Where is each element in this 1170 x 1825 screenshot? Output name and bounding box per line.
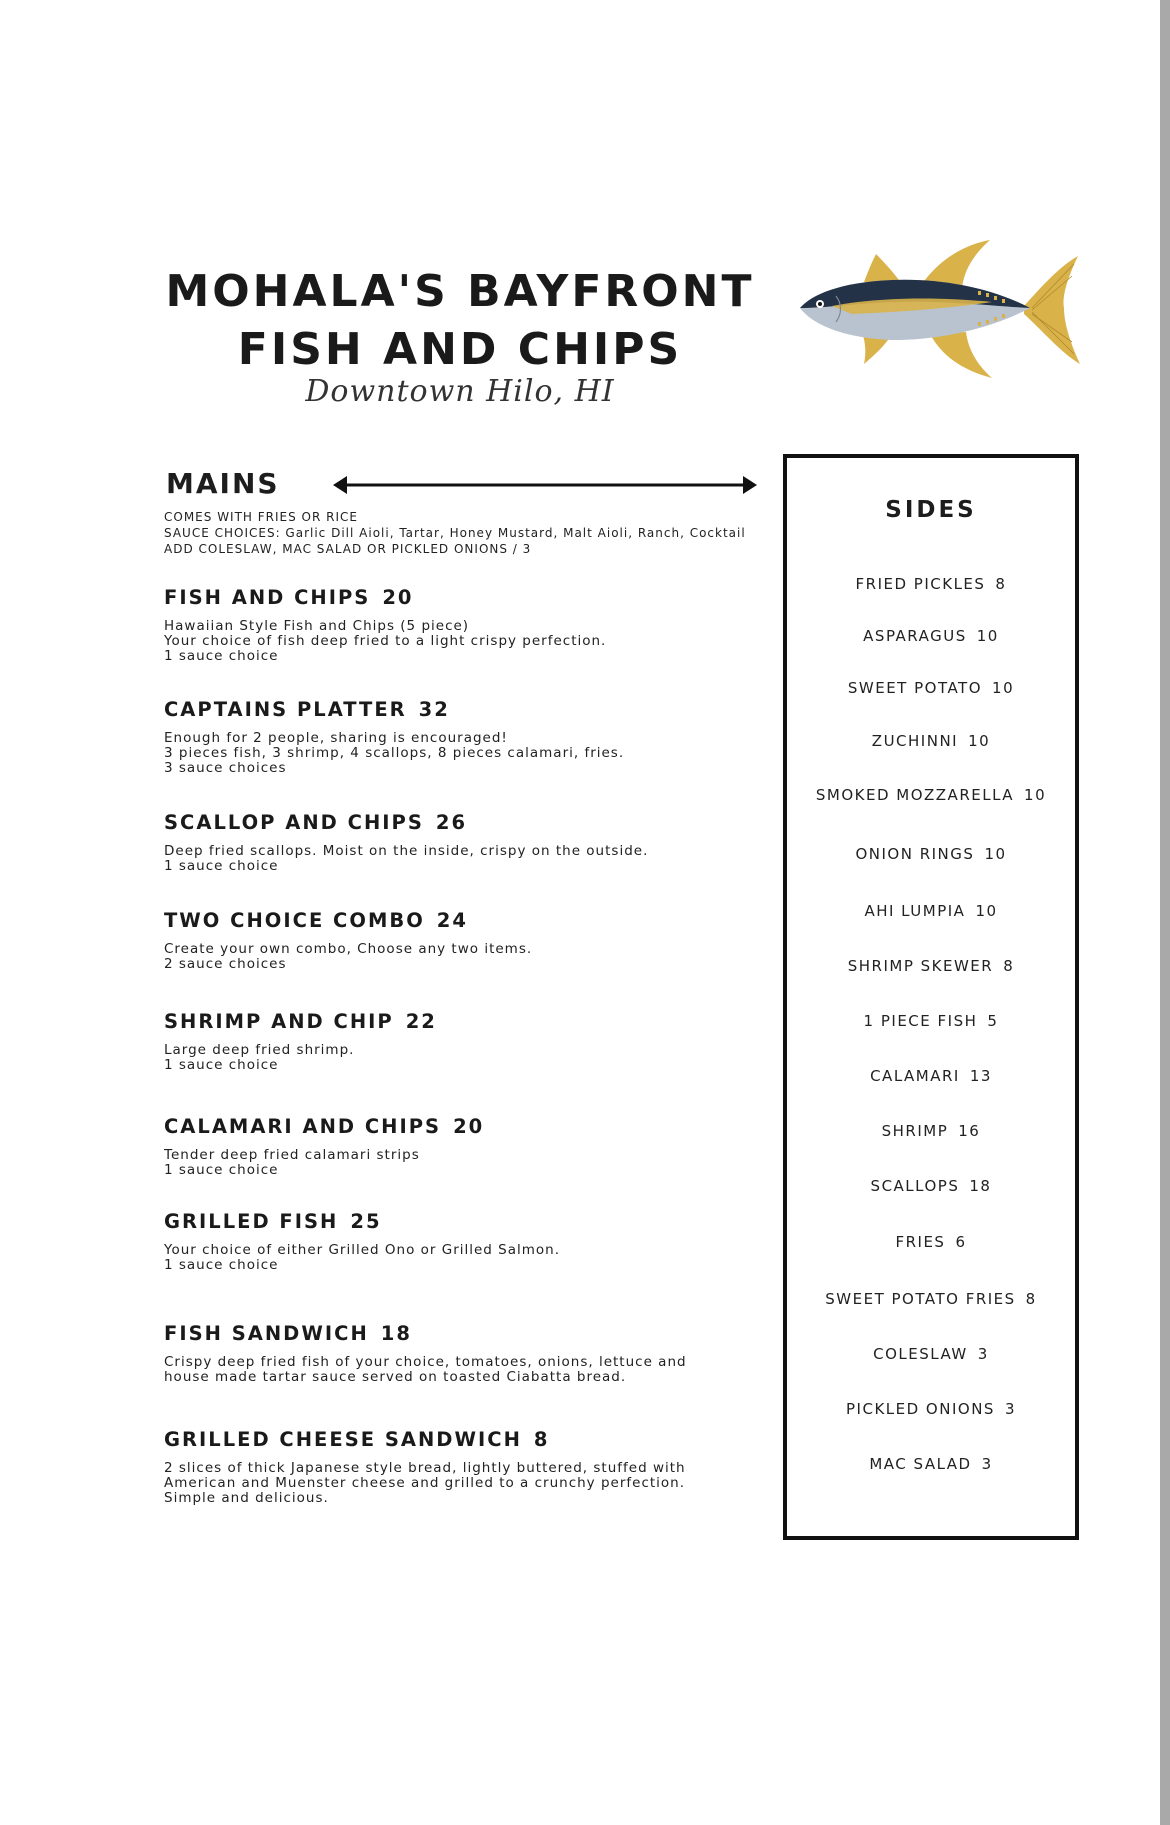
menu-item-grilled-fish xyxy=(164,1210,764,1273)
side-name: FRIES xyxy=(895,1233,946,1251)
item-title xyxy=(164,1115,764,1138)
side-item xyxy=(783,627,1079,645)
side-name: SHRIMP xyxy=(881,1122,949,1140)
side-name: SWEET POTATO xyxy=(847,679,983,697)
side-item xyxy=(783,786,1079,804)
item-desc-line: 3 sauce choices xyxy=(164,760,287,776)
menu-item-scallop-and-chips xyxy=(164,811,764,874)
item-name: FISH AND CHIPS xyxy=(164,586,371,609)
sides-heading: SIDES xyxy=(885,497,977,523)
location-subtitle: Downtown Hilo, HI xyxy=(305,374,615,409)
menu-item-captains-platter xyxy=(164,698,764,776)
side-price: 3 xyxy=(981,1455,993,1473)
note-line: SAUCE CHOICES: Garlic Dill Aioli, Tartar, Honey Mustard, Malt Aioli, Ranch, Cocktail xyxy=(164,526,746,540)
side-price: 10 xyxy=(984,845,1007,863)
side-name: CALAMARI xyxy=(870,1067,960,1085)
side-item xyxy=(783,1012,1079,1030)
item-desc-line: Tender deep fried calamari strips xyxy=(164,1147,420,1163)
mains-notes xyxy=(164,509,764,557)
menu-item-calamari-and-chips xyxy=(164,1115,764,1178)
mains-heading: MAINS xyxy=(166,467,280,500)
item-name: CALAMARI AND CHIPS xyxy=(164,1115,442,1138)
side-item xyxy=(783,1455,1079,1473)
side-item xyxy=(783,902,1079,920)
note-line: ADD COLESLAW, MAC SALAD OR PICKLED ONIONS / 3 xyxy=(164,542,532,556)
item-title xyxy=(164,811,764,834)
item-desc-line: 2 sauce choices xyxy=(164,956,287,972)
item-title xyxy=(164,909,764,932)
side-item xyxy=(783,679,1079,697)
item-name: FISH SANDWICH xyxy=(164,1322,369,1345)
side-price: 8 xyxy=(1003,957,1015,975)
side-name: ONION RINGS xyxy=(855,845,975,863)
side-item xyxy=(783,845,1079,863)
item-name: CAPTAINS PLATTER xyxy=(164,698,407,721)
item-title xyxy=(164,1010,764,1033)
item-desc-line: Deep fried scallops. Moist on the inside, crispy on the outside. xyxy=(164,843,649,859)
item-desc-line: Large deep fried shrimp. xyxy=(164,1042,355,1058)
item-desc-line: 1 sauce choice xyxy=(164,648,279,664)
menu-item-grilled-cheese-sandwich xyxy=(164,1428,764,1506)
item-price: 18 xyxy=(380,1322,412,1345)
sides-box xyxy=(783,454,1079,1540)
item-desc-line: Crispy deep fried fish of your choice, tomatoes, onions, lettuce and xyxy=(164,1354,687,1370)
item-price: 20 xyxy=(453,1115,485,1138)
item-title xyxy=(164,698,764,721)
item-title xyxy=(164,586,764,609)
side-item xyxy=(783,732,1079,750)
side-name: SHRIMP SKEWER xyxy=(847,957,994,975)
item-price: 8 xyxy=(533,1428,550,1451)
menu-item-shrimp-and-chip xyxy=(164,1010,764,1073)
side-price: 6 xyxy=(955,1233,967,1251)
menu-item-fish-sandwich xyxy=(164,1322,764,1385)
side-price: 3 xyxy=(1004,1400,1016,1418)
menu-item-two-choice-combo xyxy=(164,909,764,972)
side-item xyxy=(783,1290,1079,1308)
side-price: 10 xyxy=(1024,786,1047,804)
side-price: 3 xyxy=(977,1345,989,1363)
menu-item-fish-and-chips xyxy=(164,586,764,664)
item-price: 24 xyxy=(436,909,468,932)
side-item xyxy=(783,1067,1079,1085)
side-price: 10 xyxy=(976,627,999,645)
item-desc-line: 1 sauce choice xyxy=(164,1057,279,1073)
side-item xyxy=(783,957,1079,975)
side-price: 8 xyxy=(995,575,1007,593)
side-price: 10 xyxy=(968,732,991,750)
side-name: SWEET POTATO FRIES xyxy=(825,1290,1016,1308)
side-item xyxy=(783,1122,1079,1140)
item-desc-line: 2 slices of thick Japanese style bread, lightly buttered, stuffed with xyxy=(164,1460,686,1476)
item-name: SCALLOP AND CHIPS xyxy=(164,811,424,834)
side-price: 5 xyxy=(987,1012,999,1030)
side-item xyxy=(783,1177,1079,1195)
item-name: GRILLED CHEESE SANDWICH xyxy=(164,1428,522,1451)
item-price: 20 xyxy=(382,586,414,609)
side-name: COLESLAW xyxy=(873,1345,968,1363)
item-desc-line: Create your own combo, Choose any two items. xyxy=(164,941,533,957)
side-price: 18 xyxy=(969,1177,992,1195)
item-title xyxy=(164,1322,764,1345)
side-name: MAC SALAD xyxy=(869,1455,972,1473)
item-desc-line: Hawaiian Style Fish and Chips (5 piece) xyxy=(164,618,470,634)
item-desc-line: Your choice of either Grilled Ono or Grilled Salmon. xyxy=(164,1242,561,1258)
item-name: GRILLED FISH xyxy=(164,1210,339,1233)
item-desc-line: house made tartar sauce served on toasted Ciabatta bread. xyxy=(164,1369,627,1385)
side-item xyxy=(783,1345,1079,1363)
side-item xyxy=(783,575,1079,593)
item-price: 22 xyxy=(405,1010,437,1033)
side-name: ASPARAGUS xyxy=(863,627,967,645)
side-price: 16 xyxy=(958,1122,981,1140)
side-price: 8 xyxy=(1025,1290,1037,1308)
side-name: AHI LUMPIA xyxy=(864,902,966,920)
side-name: SMOKED MOZZARELLA xyxy=(815,786,1015,804)
item-title xyxy=(164,1210,764,1233)
side-name: FRIED PICKLES xyxy=(855,575,986,593)
item-desc-line: Your choice of fish deep fried to a light crispy perfection. xyxy=(164,633,607,649)
restaurant-title-line1: MOHALA'S BAYFRONT xyxy=(165,266,755,317)
side-price: 10 xyxy=(975,902,998,920)
side-price: 13 xyxy=(969,1067,992,1085)
item-desc-line: American and Muenster cheese and grilled to a crunchy perfection. xyxy=(164,1475,686,1491)
item-title xyxy=(164,1428,764,1451)
item-desc-line: 1 sauce choice xyxy=(164,1257,279,1273)
item-price: 26 xyxy=(435,811,468,834)
side-price: 10 xyxy=(992,679,1015,697)
item-desc-line: Simple and delicious. xyxy=(164,1490,329,1506)
side-item xyxy=(783,1400,1079,1418)
item-name: SHRIMP AND CHIP xyxy=(164,1010,394,1033)
tuna-fish-icon xyxy=(792,236,1084,382)
double-arrow-icon xyxy=(333,472,757,498)
item-desc-line: Enough for 2 people, sharing is encouraged! xyxy=(164,730,508,746)
item-price: 32 xyxy=(418,698,450,721)
side-name: PICKLED ONIONS xyxy=(846,1400,995,1418)
item-desc-line: 1 sauce choice xyxy=(164,1162,279,1178)
note-line: COMES WITH FRIES OR RICE xyxy=(164,510,358,524)
item-desc-line: 1 sauce choice xyxy=(164,858,279,874)
item-price: 25 xyxy=(350,1210,382,1233)
side-name: SCALLOPS xyxy=(870,1177,960,1195)
item-name: TWO CHOICE COMBO xyxy=(164,909,425,932)
side-name: 1 PIECE FISH xyxy=(863,1012,978,1030)
side-name: ZUCHINNI xyxy=(871,732,959,750)
scrollbar[interactable] xyxy=(1160,0,1170,1825)
side-item xyxy=(783,1233,1079,1251)
item-desc-line: 3 pieces fish, 3 shrimp, 4 scallops, 8 pieces calamari, fries. xyxy=(164,745,625,761)
restaurant-title-line2: FISH AND CHIPS xyxy=(237,324,683,375)
